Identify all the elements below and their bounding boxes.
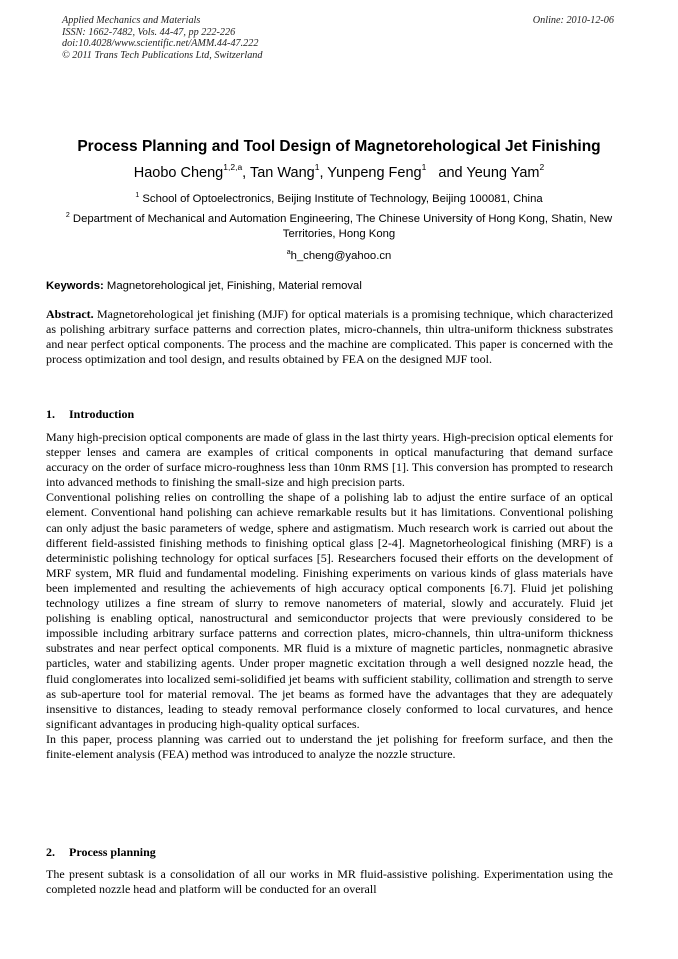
process-planning-body (46, 867, 613, 897)
section-title: Introduction (69, 407, 135, 421)
online-date: Online: 2010-12-06 (532, 15, 614, 26)
journal-header (62, 15, 262, 61)
paragraph: Conventional polishing relies on controlling the shape of a polishing lab to adjust the entire surface of an optical element. Conventional hand polishing can achieve remarkable results but it has limitations. Conventional polishing can only adjust the basic parameters of wedge, sphere and astigmatism. Much research work is carried out about the different field-assisted finishing methods to finishing optical glass [2-4]. Magnetorheological finishing (MRF) is a deterministic polishing technology for optical surfaces [5]. Researchers focused their efforts on the development of MRF system, MR fluid and fundamental modeling. Finishing experiments on various kinds of glass materials have been implemented and resulting the achievements of high accuracy optical components [6.7]. Fluid jet polishing technology utilizes a fine stream of slurry to remove nanometers of material, slowly and accurately. Fluid jet polishing is enabling optical, nanostructural and semiconductor projects that were previously considered to be impossible including arbitrary surface patterns and correction plates, micro-channels, thin ultra-uniform thickness substrates and near perfect optical components. MR fluid is a mixture of magnetic particles, nonmagnetic abrasive particles, water and stabilizing agents. Under proper magnetic excitation through a well designed nozzle head, the fluid conglomerates into localized semi-solidified jet beams with sufficient stability, collimation and strength to serve as sub-aperture tool for material removal. The jet beams as formed have the advantages that they are adequately insensitive to distances, leading to steady removal performance closely conformed to local curvatures, and hence significant advantages in producing high-quality optical surfaces. (46, 490, 613, 731)
affiliation-1 (46, 188, 632, 207)
author-name: Haobo Cheng (133, 165, 224, 181)
issn-line: ISSN: 1662-7482, Vols. 44-47, pp 222-226 (62, 26, 236, 38)
doi-line: doi:10.4028/www.scientific.net/AMM.44-47.222 (62, 38, 259, 49)
section-heading-introduction (46, 407, 134, 422)
affiliation-text: School of Optoelectronics, Beijing Institute of Technology, Beijing 100081, China (142, 193, 543, 205)
section-number: 1. (46, 407, 55, 421)
section-heading-process-planning (46, 845, 156, 860)
section-number: 2. (46, 845, 55, 859)
author-separator: , (242, 165, 250, 181)
paragraph: Many high-precision optical components are made of glass in the last thirty years. High-precision optical elements for stepper lenses and camera are examples of critical components in optical manufacturing that demand surface accuracy on the order of surface micro-roughness less than 10nm RMS [1]. This conversion has prompted to research into advanced methods to finishing the small-size and high precision parts. (46, 430, 613, 490)
affiliation-mark: 1 (135, 192, 140, 199)
abstract (46, 307, 613, 367)
author-list (0, 162, 678, 181)
keywords-label: Keywords: (46, 280, 104, 292)
abstract-text: Magnetorehological jet finishing (MJF) for optical materials is a promising technique, which characterized as polishing arbitrary surface patterns and correction plates, micro-channels, thin ultra-uniform thickness substrates and near perfect optical components. The process and the machine are complicated. This paper is concerned with the process optimization and tool design, and results obtained by FEA on the designed MJF tool. (46, 307, 614, 367)
copyright-line: © 2011 Trans Tech Publications Ltd, Switzerland (62, 49, 263, 61)
author-name: Tan Wang (249, 165, 315, 181)
affiliation-mark: 2 (65, 212, 70, 219)
affiliation-text: Department of Mechanical and Automation Engineering, The Chinese University of Hong Kong, Shatin, New Territories, Hong Kong (72, 213, 613, 240)
author-email (46, 245, 632, 264)
author-affil-mark: 1 (314, 162, 320, 172)
affiliation-2 (46, 208, 632, 242)
author-name: Yeung Yam (466, 165, 540, 181)
keywords-text: Magnetorehological jet, Finishing, Material removal (106, 280, 362, 292)
email-text: h_cheng@yahoo.cn (290, 250, 392, 262)
author-affil-mark: 1 (421, 162, 427, 172)
journal-name: Applied Mechanics and Materials (62, 15, 201, 26)
author-separator: and (426, 165, 467, 181)
author-affil-mark: 1,2,a (223, 162, 243, 172)
paper-title: Process Planning and Tool Design of Magnetorehological Jet Finishing (77, 138, 601, 155)
paragraph: In this paper, process planning was carried out to understand the jet polishing for freeform surface, and then the finite-element analysis (FEA) method was introduced to analyze the nozzle structure. (46, 731, 613, 761)
introduction-body (46, 430, 613, 762)
paragraph: The present subtask is a consolidation of all our works in MR fluid-assistive polishing. Experimentation using the completed nozzle head and platform will be conducted for an overall (46, 867, 613, 897)
author-separator: , (319, 165, 328, 181)
author-name: Yunpeng Feng (327, 165, 422, 181)
email-mark: a (286, 249, 291, 256)
keywords-line (46, 280, 362, 292)
author-affil-mark: 2 (539, 162, 545, 172)
section-title: Process planning (69, 845, 156, 859)
abstract-label: Abstract. (46, 307, 94, 321)
